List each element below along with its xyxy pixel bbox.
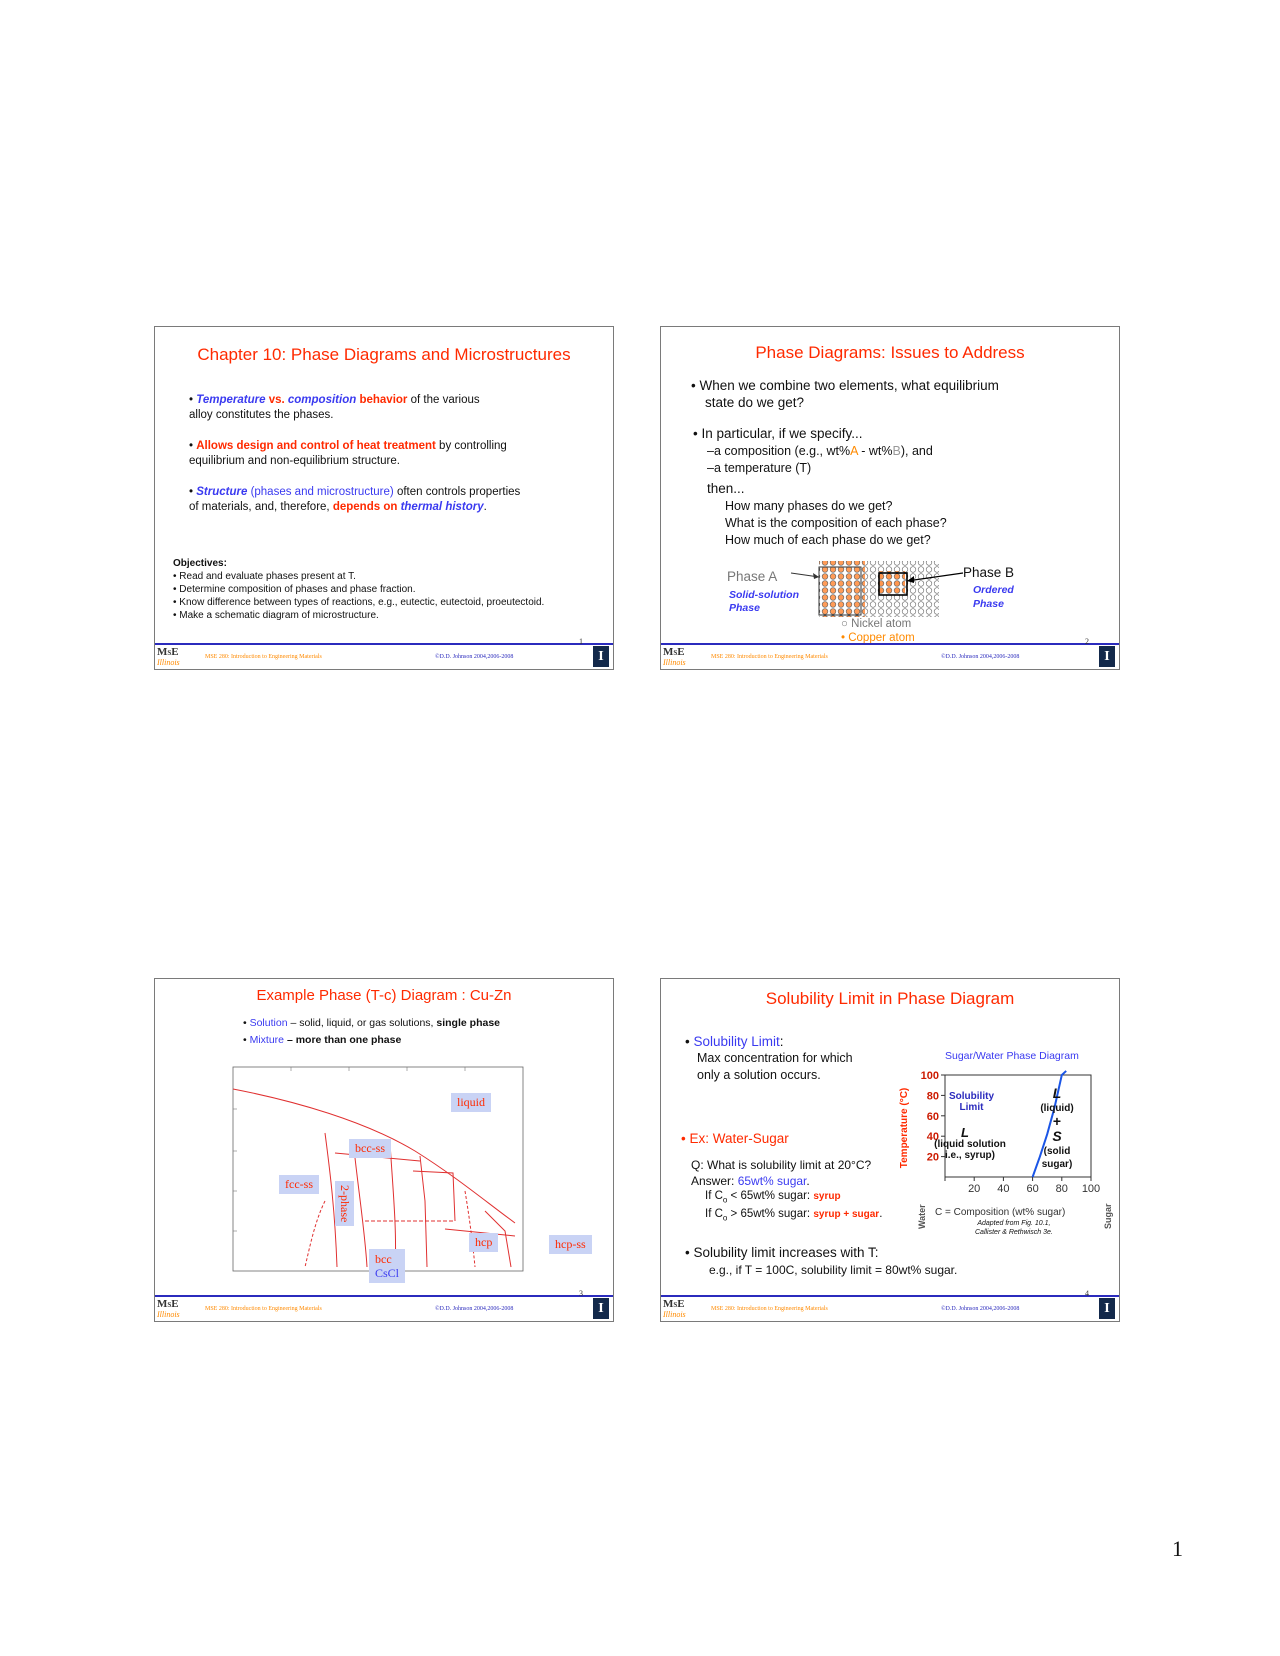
x-tick-label: 40: [997, 1183, 1010, 1195]
label-hcp-ss: hcp-ss: [549, 1235, 592, 1254]
liquid-plus-solid-label: L (liquid) + S (solid sugar): [1040, 1085, 1074, 1170]
example-conditions: If $C_o < 65wt\%$ sugar: syrup If $C_o > 65wt\%$ sugar: syrup + sugar.: [705, 1190, 883, 1223]
slide-footer: [661, 1289, 1119, 1321]
x-tick-label: 20: [968, 1183, 981, 1195]
mse-logo: MSE Illinois: [663, 1298, 686, 1319]
question-2: • In particular, if we specify...: [693, 426, 863, 441]
question-2-items: –a composition (e.g., wt%A - wt%B), and –a temperature (T): [707, 444, 933, 475]
then-label: then...: [707, 481, 745, 496]
solubility-limit-label: Solubility Limit: [949, 1091, 994, 1113]
liquid-solution-label: (liquid solution i.e., syrup): [934, 1139, 1006, 1161]
slide-footer: [155, 1289, 613, 1321]
slide-3: [154, 978, 614, 1322]
bullet-allows-design: • Allows design and control of heat treatment by controlling equilibrium and non-equilibrium structure.: [189, 440, 507, 467]
illinois-block-i-icon: I: [1099, 1298, 1115, 1319]
slide-title: Chapter 10: Phase Diagrams and Microstructures: [197, 345, 571, 364]
atom-lattice-figure: [789, 559, 969, 625]
slide-4: [660, 978, 1120, 1322]
copper-atom-icon: •: [841, 632, 846, 644]
increase-example: e.g., if T = 100C, solubility limit = 80wt% sugar.: [709, 1263, 958, 1277]
y-axis-label: Temperature (°C): [899, 1087, 910, 1169]
objective-item: • Know difference between types of reactions, e.g., eutectic, eutectoid, proeutectoid.: [173, 597, 545, 608]
sugar-water-chart: [911, 1069, 1111, 1199]
slide-title: Solubility Limit in Phase Diagram: [765, 989, 1015, 1008]
nickel-atom-icon: ○: [841, 618, 848, 630]
bullet-temperature: • Temperature vs. composition behavior of the various alloy constitutes the phases.: [189, 394, 480, 421]
definitions: • Solution – solid, liquid, or gas solutions, single phase • Mixture – more than one phase: [243, 1017, 500, 1046]
mse-logo: MSE Illinois: [663, 646, 686, 667]
atom-legend: [841, 617, 915, 645]
slide-2: [660, 326, 1120, 670]
footer-course: MSE 280: Introduction to Engineering Materials: [711, 1306, 828, 1312]
slide-title: Phase Diagrams: Issues to Address: [755, 343, 1025, 362]
y-tick-label: 40: [926, 1131, 939, 1144]
question-1: • When we combine two elements, what equilibrium state do we get?: [691, 378, 999, 410]
label-fcc-ss: fcc-ss: [279, 1175, 319, 1194]
solubility-limit-bullet: • Solubility Limit:: [685, 1034, 784, 1049]
phase-b-description: Ordered Phase: [973, 584, 1014, 610]
phase-b-label: Phase B: [963, 565, 1015, 580]
example-qa: Q: What is solubility limit at 20°C? Answer: 65wt% sugar.: [691, 1158, 872, 1188]
slide-number: 3: [579, 1289, 583, 1298]
label-liquid: liquid: [451, 1093, 491, 1112]
illinois-block-i-icon: I: [593, 646, 609, 667]
illinois-block-i-icon: I: [1099, 646, 1115, 667]
x-tick-label: 60: [1026, 1183, 1039, 1195]
y-tick-label: 100: [920, 1070, 939, 1082]
slide-title: Example Phase (T-c) Diagram : Cu-Zn: [256, 987, 512, 1004]
objectives-heading: Objectives:: [173, 558, 227, 569]
footer-copyright: ©D.D. Johnson 2004,2006-2008: [941, 1306, 1020, 1312]
sugar-label: Sugar: [1103, 1203, 1113, 1229]
footer-course: MSE 280: Introduction to Engineering Materials: [711, 654, 828, 660]
objective-item: • Read and evaluate phases present at T.: [173, 571, 356, 582]
example-heading: • Ex: Water-Sugar: [681, 1131, 789, 1146]
y-tick-label: 80: [926, 1090, 939, 1103]
slide-number: 1: [579, 637, 583, 646]
phase-a-label: Phase A: [727, 569, 778, 584]
label-hcp: hcp: [469, 1233, 498, 1252]
footer-copyright: ©D.D. Johnson 2004,2006-2008: [941, 654, 1020, 660]
label-bcc-cscl: bcc CsCl: [369, 1249, 405, 1283]
then-questions: How many phases do we get? What is the composition of each phase? How much of each phase do we get?: [725, 499, 947, 547]
adapted-caption: Adapted from Fig. 10.1, Callister & Rethwisch 3e.: [975, 1220, 1053, 1236]
label-2-phase: 2-phase: [335, 1181, 354, 1226]
illinois-block-i-icon: I: [593, 1298, 609, 1319]
slide-1: [154, 326, 614, 670]
x-tick-label: 100: [1081, 1183, 1101, 1195]
solubility-limit-definition: Max concentration for which only a solution occurs.: [697, 1051, 853, 1082]
mse-logo: MSE Illinois: [157, 646, 180, 667]
y-tick-label: 20: [926, 1151, 939, 1164]
slide-number: 2: [1085, 637, 1089, 646]
mse-logo: MSE Illinois: [157, 1298, 180, 1319]
copper-legend: • Copper atom: [841, 632, 915, 644]
x-axis-label: C = Composition (wt% sugar): [935, 1207, 1066, 1218]
phase-a-description: Solid-solution Phase: [729, 589, 799, 614]
footer-course: MSE 280: Introduction to Engineering Materials: [205, 1306, 322, 1312]
label-bcc-ss: bcc-ss: [349, 1139, 391, 1158]
diagram-title: Sugar/Water Phase Diagram: [945, 1050, 1079, 1062]
increase-bullet: • Solubility limit increases with T:: [685, 1245, 879, 1260]
slide-footer: [155, 637, 613, 669]
slide-number: 4: [1085, 1289, 1089, 1298]
objective-item: • Determine composition of phases and phase fraction.: [173, 584, 416, 595]
footer-copyright: ©D.D. Johnson 2004,2006-2008: [435, 654, 514, 660]
x-tick-label: 80: [1055, 1183, 1068, 1195]
water-label: Water: [917, 1204, 927, 1229]
bullet-structure: • Structure (phases and microstructure) often controls properties of materials, and, therefore, depends on thermal history.: [189, 486, 521, 513]
y-tick-label: 60: [926, 1110, 939, 1123]
label-L-left: L: [961, 1125, 969, 1140]
nickel-legend: ○ Nickel atom: [841, 618, 912, 630]
objectives: [173, 557, 544, 622]
objective-item: • Make a schematic diagram of microstructure.: [173, 610, 379, 621]
footer-course: MSE 280: Introduction to Engineering Materials: [205, 654, 322, 660]
footer-copyright: ©D.D. Johnson 2004,2006-2008: [435, 1306, 514, 1312]
page-number: 1: [1172, 1536, 1183, 1561]
